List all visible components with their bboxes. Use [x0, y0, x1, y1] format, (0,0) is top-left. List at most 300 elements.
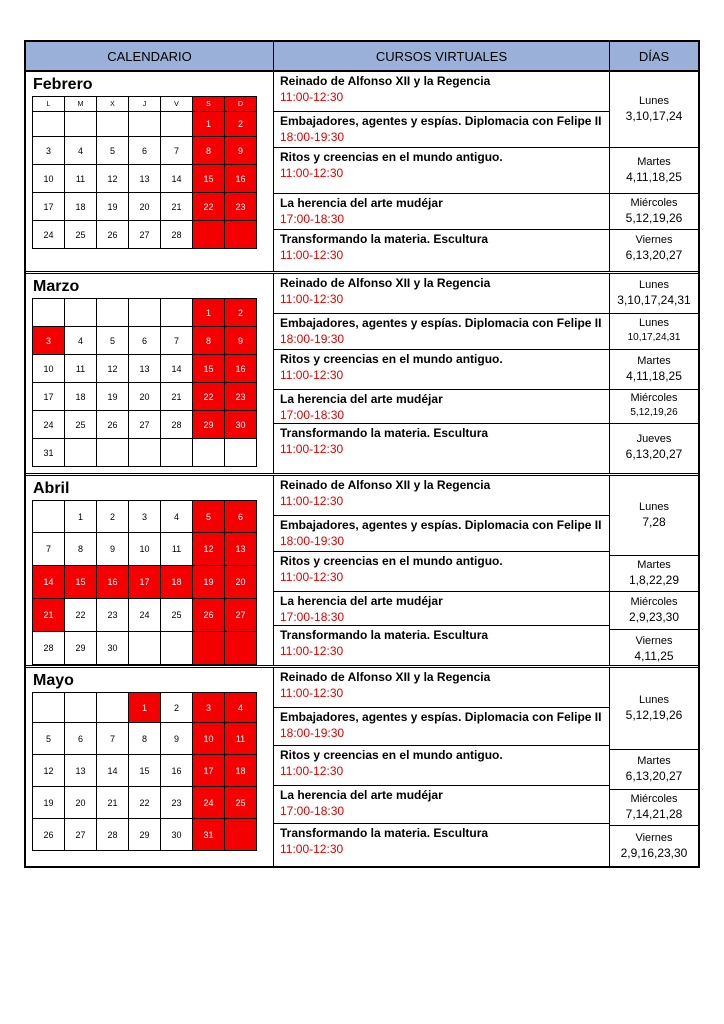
day-cell: 27 [129, 411, 161, 439]
day-cell [97, 112, 129, 137]
day-cell: 22 [65, 599, 97, 632]
course-time: 11:00-12:30 [280, 292, 344, 306]
day-cell: 13 [225, 533, 257, 566]
day-cell: 26 [33, 819, 65, 851]
day-cell: 3 [33, 327, 65, 355]
day-cell [97, 693, 129, 723]
day-cell: 19 [193, 566, 225, 599]
week-row [33, 566, 257, 599]
day-cell: 27 [129, 221, 161, 249]
day-group [610, 72, 698, 148]
day-cell: 5 [193, 501, 225, 533]
day-numbers: 4,11,25 [634, 648, 674, 663]
day-cell: 12 [33, 755, 65, 787]
day-cell: 14 [161, 165, 193, 193]
day-cell [193, 221, 225, 249]
day-numbers: 7,28 [642, 515, 666, 529]
course-time: 18:00-19:30 [280, 534, 345, 548]
day-cell: 24 [33, 221, 65, 249]
weekday-name: Miércoles [630, 392, 678, 404]
week-row [33, 755, 257, 787]
day-cell [161, 299, 193, 327]
course-item [274, 112, 609, 148]
day-cell: 4 [65, 137, 97, 165]
weekday-name: Miércoles [630, 793, 678, 805]
day-cell: 17 [193, 755, 225, 787]
day-cell: 2 [161, 693, 193, 723]
day-cell: 29 [129, 819, 161, 851]
day-cell: 8 [193, 137, 225, 165]
day-numbers: 4,11,18,25 [626, 369, 682, 383]
course-time: 18:00-19:30 [280, 332, 345, 346]
weekday-label: S [193, 97, 225, 112]
course-name: Transformando la materia. Escultura [280, 232, 489, 246]
day-cell: 2 [225, 299, 257, 327]
weekday-name: Lunes [639, 317, 669, 329]
day-cell: 17 [33, 383, 65, 411]
course-name: Transformando la materia. Escultura [280, 426, 489, 440]
day-cell: 23 [225, 193, 257, 221]
day-cell: 10 [33, 165, 65, 193]
day-cell: 18 [225, 755, 257, 787]
day-cell: 8 [65, 533, 97, 566]
day-cell: 31 [193, 819, 225, 851]
week-row [33, 327, 257, 355]
course-item [274, 746, 609, 786]
month-grid [32, 500, 257, 665]
day-cell [97, 299, 129, 327]
weekday-header-row [33, 97, 257, 112]
day-group [610, 630, 698, 668]
month-grid [32, 298, 257, 467]
day-cell: 24 [33, 411, 65, 439]
weekday-label: M [65, 97, 97, 112]
course-name: Reinado de Alfonso XII y la Regencia [280, 478, 491, 492]
day-cell: 15 [65, 566, 97, 599]
day-numbers: 6,13,20,27 [625, 247, 683, 262]
week-row [33, 299, 257, 327]
day-cell: 10 [193, 723, 225, 755]
month-calendar [26, 72, 274, 271]
day-cell: 4 [65, 327, 97, 355]
day-cell [65, 299, 97, 327]
course-name: Embajadores, agentes y espías. Diplomacia con Felipe II [280, 710, 602, 724]
day-cell: 2 [225, 112, 257, 137]
day-cell: 17 [129, 566, 161, 599]
day-cell: 8 [129, 723, 161, 755]
day-cell: 28 [33, 632, 65, 665]
day-cell: 23 [97, 599, 129, 632]
month-block-mayo [26, 668, 698, 866]
day-cell [225, 439, 257, 467]
day-cell [33, 501, 65, 533]
day-cell: 16 [225, 355, 257, 383]
course-name: Transformando la materia. Escultura [280, 826, 489, 840]
week-row [33, 723, 257, 755]
course-item [274, 230, 609, 266]
course-item [274, 390, 609, 424]
day-numbers: 2,9,23,30 [628, 610, 680, 624]
month-calendar [26, 668, 274, 866]
course-time: 11:00-12:30 [280, 686, 344, 700]
course-item [274, 786, 609, 824]
course-time: 18:00-19:30 [280, 726, 345, 740]
weekday-label: J [129, 97, 161, 112]
day-cell: 5 [97, 327, 129, 355]
day-numbers: 6,13,20,27 [625, 446, 683, 461]
day-cell: 16 [225, 165, 257, 193]
day-numbers: 4,11,18,25 [626, 170, 682, 184]
day-cell: 21 [161, 193, 193, 221]
day-cell: 23 [225, 383, 257, 411]
weekday-name: Martes [637, 355, 671, 367]
week-row [33, 632, 257, 665]
day-cell: 21 [97, 787, 129, 819]
day-cell: 1 [193, 112, 225, 137]
course-name: La herencia del arte mudéjar [280, 788, 443, 802]
day-cell: 14 [161, 355, 193, 383]
day-cell: 9 [225, 137, 257, 165]
course-time: 11:00-12:30 [280, 764, 344, 778]
day-cell: 22 [193, 193, 225, 221]
course-item [274, 626, 609, 664]
month-name: Mayo [33, 672, 74, 689]
day-group [610, 592, 698, 630]
day-cell: 1 [193, 299, 225, 327]
month-name: Marzo [33, 278, 80, 295]
day-cell: 26 [193, 599, 225, 632]
header-dias: DÍAS [638, 48, 670, 64]
course-name: Ritos y creencias en el mundo antiguo. [280, 352, 503, 366]
weekday-name: Lunes [639, 501, 669, 513]
day-numbers: 3,10,17,24,31 [617, 293, 691, 307]
month-block-marzo [26, 274, 698, 476]
course-list [274, 274, 610, 473]
course-item [274, 592, 609, 626]
day-cell [161, 112, 193, 137]
day-cell: 10 [33, 355, 65, 383]
day-group [610, 476, 698, 556]
day-cell: 25 [65, 411, 97, 439]
day-cell: 15 [193, 165, 225, 193]
course-time: 11:00-12:30 [280, 90, 344, 104]
day-group [610, 390, 698, 424]
course-list [274, 476, 610, 665]
course-time: 11:00-12:30 [280, 644, 344, 658]
day-cell: 11 [65, 165, 97, 193]
day-numbers: 6,13,20,27 [625, 769, 683, 783]
day-cell: 27 [225, 599, 257, 632]
day-cell: 20 [225, 566, 257, 599]
day-cell: 11 [161, 533, 193, 566]
month-grid [32, 692, 257, 851]
day-cell [33, 112, 65, 137]
day-cell: 6 [129, 327, 161, 355]
day-group [610, 790, 698, 826]
weekday-label: V [161, 97, 193, 112]
weekday-name: Viernes [635, 831, 673, 844]
course-item [274, 424, 609, 470]
course-time: 17:00-18:30 [280, 610, 345, 624]
day-cell: 3 [193, 693, 225, 723]
course-list [274, 668, 610, 866]
weekday-label: L [33, 97, 65, 112]
day-cell: 5 [97, 137, 129, 165]
day-numbers: 1,8,22,29 [628, 573, 680, 587]
day-cell: 9 [161, 723, 193, 755]
weekday-name: Viernes [635, 634, 673, 647]
day-cell: 30 [161, 819, 193, 851]
day-cell: 4 [161, 501, 193, 533]
day-numbers: 5,12,19,26 [625, 708, 683, 722]
course-item [274, 552, 609, 592]
day-cell: 19 [33, 787, 65, 819]
course-name: Ritos y creencias en el mundo antiguo. [280, 748, 503, 762]
day-cell [33, 693, 65, 723]
week-row [33, 355, 257, 383]
day-cell: 20 [129, 383, 161, 411]
course-item [274, 274, 609, 314]
day-cell: 13 [129, 355, 161, 383]
day-cell: 18 [161, 566, 193, 599]
day-cell: 6 [65, 723, 97, 755]
day-cell: 28 [97, 819, 129, 851]
day-cell: 20 [129, 193, 161, 221]
course-item [274, 476, 609, 516]
day-group [610, 350, 698, 390]
day-cell: 24 [129, 599, 161, 632]
day-group [610, 556, 698, 592]
course-name: La herencia del arte mudéjar [280, 594, 443, 608]
day-cell: 3 [33, 137, 65, 165]
course-item [274, 516, 609, 552]
day-cell: 21 [33, 599, 65, 632]
course-list [274, 72, 610, 271]
week-row [33, 693, 257, 723]
week-row [33, 383, 257, 411]
day-cell: 26 [97, 221, 129, 249]
course-time: 11:00-12:30 [280, 368, 344, 382]
day-numbers: 10,17,24,31 [627, 332, 681, 343]
day-cell: 10 [129, 533, 161, 566]
day-group [610, 148, 698, 194]
day-cell: 19 [97, 383, 129, 411]
day-cell [129, 632, 161, 665]
course-time: 11:00-12:30 [280, 248, 344, 262]
week-row [33, 819, 257, 851]
course-item [274, 350, 609, 390]
course-name: Embajadores, agentes y espías. Diplomacia con Felipe II [280, 518, 602, 532]
day-cell [129, 299, 161, 327]
day-cell [129, 439, 161, 467]
weekday-name: Miércoles [630, 596, 678, 608]
day-cell [193, 439, 225, 467]
day-group [610, 826, 698, 866]
days-column [610, 668, 698, 866]
day-group [610, 194, 698, 230]
course-name: La herencia del arte mudéjar [280, 392, 443, 406]
month-grid [32, 96, 257, 249]
day-cell: 5 [33, 723, 65, 755]
day-cell: 13 [65, 755, 97, 787]
weekday-name: Lunes [639, 694, 669, 706]
day-cell: 13 [129, 165, 161, 193]
week-row [33, 165, 257, 193]
day-numbers: 5,12,19,26 [625, 211, 683, 225]
course-name: Reinado de Alfonso XII y la Regencia [280, 74, 491, 88]
weekday-label: D [225, 97, 257, 112]
course-time: 17:00-18:30 [280, 212, 345, 226]
day-group [610, 230, 698, 266]
day-cell: 30 [225, 411, 257, 439]
course-name: La herencia del arte mudéjar [280, 196, 443, 210]
day-cell: 16 [161, 755, 193, 787]
day-cell [161, 439, 193, 467]
week-row [33, 193, 257, 221]
day-cell: 1 [65, 501, 97, 533]
day-cell: 15 [193, 355, 225, 383]
day-cell: 7 [97, 723, 129, 755]
month-name: Abril [33, 480, 70, 497]
weekday-name: Viernes [635, 233, 673, 246]
day-cell [97, 439, 129, 467]
day-numbers: 3,10,17,24 [625, 109, 683, 123]
day-cell: 11 [225, 723, 257, 755]
day-cell: 14 [97, 755, 129, 787]
day-cell: 9 [225, 327, 257, 355]
course-name: Transformando la materia. Escultura [280, 628, 489, 642]
week-row [33, 501, 257, 533]
days-column [610, 72, 698, 271]
days-column [610, 476, 698, 665]
day-cell [225, 632, 257, 665]
day-cell: 6 [129, 137, 161, 165]
day-cell: 18 [65, 383, 97, 411]
day-cell [225, 221, 257, 249]
course-item [274, 314, 609, 350]
course-time: 11:00-12:30 [280, 166, 344, 180]
day-cell: 2 [97, 501, 129, 533]
day-cell: 25 [65, 221, 97, 249]
weekday-name: Martes [637, 156, 671, 168]
weekday-label: X [97, 97, 129, 112]
course-time: 17:00-18:30 [280, 804, 345, 818]
day-cell [129, 112, 161, 137]
day-numbers: 7,14,21,28 [625, 807, 683, 821]
day-cell: 7 [161, 327, 193, 355]
day-cell: 15 [129, 755, 161, 787]
day-cell: 22 [129, 787, 161, 819]
course-name: Ritos y creencias en el mundo antiguo. [280, 150, 503, 164]
day-cell: 12 [97, 355, 129, 383]
day-cell: 20 [65, 787, 97, 819]
weekday-name: Martes [637, 755, 671, 767]
day-cell: 27 [65, 819, 97, 851]
day-cell: 31 [33, 439, 65, 467]
schedule-table [24, 40, 700, 868]
day-cell: 11 [65, 355, 97, 383]
day-cell [65, 439, 97, 467]
day-cell: 18 [65, 193, 97, 221]
week-row [33, 137, 257, 165]
day-cell: 12 [97, 165, 129, 193]
header-cursos: CURSOS VIRTUALES [274, 42, 610, 70]
course-time: 11:00-12:30 [280, 494, 344, 508]
course-name: Ritos y creencias en el mundo antiguo. [280, 554, 503, 568]
day-cell [225, 819, 257, 851]
week-row [33, 112, 257, 137]
day-cell: 9 [97, 533, 129, 566]
day-cell: 4 [225, 693, 257, 723]
course-item [274, 668, 609, 708]
day-group [610, 750, 698, 790]
day-cell: 25 [161, 599, 193, 632]
day-cell: 30 [97, 632, 129, 665]
course-item [274, 148, 609, 194]
day-cell: 7 [161, 137, 193, 165]
month-calendar [26, 274, 274, 473]
day-cell: 12 [193, 533, 225, 566]
day-numbers: 5,12,19,26 [630, 407, 678, 418]
day-cell: 22 [193, 383, 225, 411]
day-group [610, 274, 698, 314]
day-cell: 28 [161, 411, 193, 439]
day-cell [161, 632, 193, 665]
day-cell: 28 [161, 221, 193, 249]
course-time: 17:00-18:30 [280, 408, 345, 422]
weekday-name: Martes [637, 559, 671, 571]
day-cell: 1 [129, 693, 161, 723]
week-row [33, 411, 257, 439]
header-calendario: CALENDARIO [26, 42, 274, 70]
weekday-name: Lunes [639, 95, 669, 107]
week-row [33, 221, 257, 249]
day-cell: 24 [193, 787, 225, 819]
day-cell: 19 [97, 193, 129, 221]
course-item [274, 194, 609, 230]
week-row [33, 533, 257, 566]
month-block-febrero [26, 72, 698, 274]
week-row [33, 439, 257, 467]
day-cell: 26 [97, 411, 129, 439]
weekday-name: Miércoles [630, 197, 678, 209]
day-cell: 14 [33, 566, 65, 599]
day-group [610, 424, 698, 470]
day-cell: 29 [65, 632, 97, 665]
weekday-name: Lunes [639, 279, 669, 291]
day-cell: 25 [225, 787, 257, 819]
day-cell: 7 [33, 533, 65, 566]
day-group [610, 668, 698, 750]
day-cell: 17 [33, 193, 65, 221]
course-name: Embajadores, agentes y espías. Diplomacia con Felipe II [280, 316, 602, 330]
day-cell: 6 [225, 501, 257, 533]
day-cell [193, 632, 225, 665]
table-header [26, 42, 698, 72]
course-name: Reinado de Alfonso XII y la Regencia [280, 670, 491, 684]
day-numbers: 2,9,16,23,30 [620, 845, 688, 860]
day-group [610, 314, 698, 350]
month-name: Febrero [33, 76, 93, 93]
course-item [274, 72, 609, 112]
day-cell: 8 [193, 327, 225, 355]
days-column [610, 274, 698, 473]
day-cell: 29 [193, 411, 225, 439]
course-item [274, 824, 609, 862]
course-time: 11:00-12:30 [280, 570, 344, 584]
course-item [274, 708, 609, 746]
month-calendar [26, 476, 274, 665]
